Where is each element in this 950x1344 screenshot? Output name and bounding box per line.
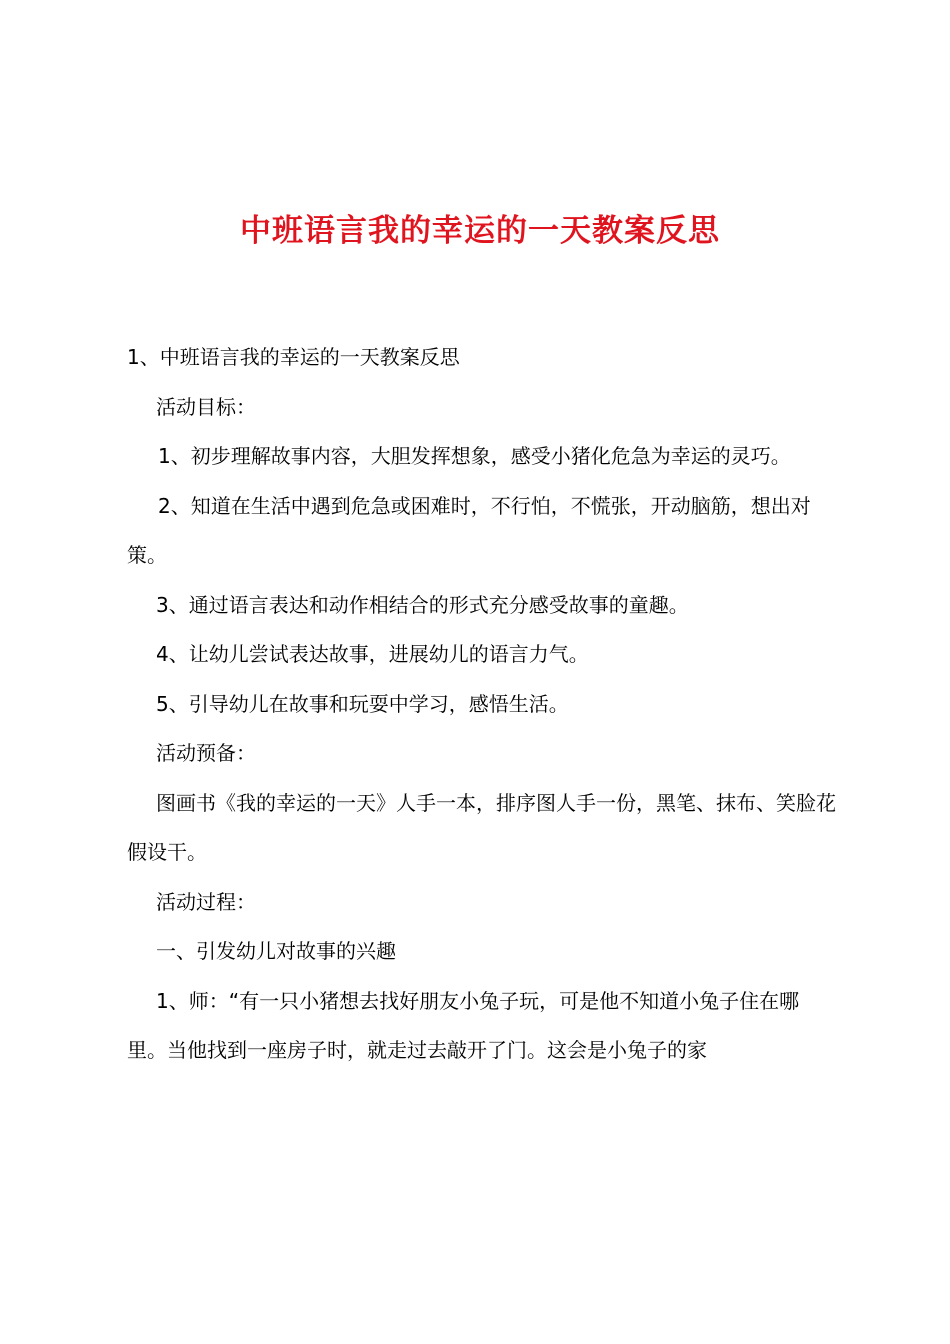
process-label: 活动过程： <box>156 889 256 914</box>
process-step-1-item: 1、师：“有一只小猪想去找好朋友小兔子玩，可是他不知道小兔子住在哪里。当他找到一座房子时，就走过去敲开了门。这会是小兔子的家 <box>127 988 800 1062</box>
document-title: 中班语言我的幸运的一天教案反思 <box>240 213 720 249</box>
prep-text: 图画书《我的幸运的一天》人手一本，排序图人手一份，黑笔、抹布、笑脸花假设干。 <box>127 790 836 864</box>
goal-item-2: 2、知道在生活中遇到危急或困难时，不行怕，不慌张，开动脑筋，想出对策。 <box>127 493 811 567</box>
goal-item-1: 1、初步理解故事内容，大胆发挥想象，感受小猪化危急为幸运的灵巧。 <box>158 444 791 468</box>
section-heading: 1、中班语言我的幸运的一天教案反思 <box>127 345 460 369</box>
goals-label: 活动目标： <box>156 394 256 419</box>
goal-item-3: 3、通过语言表达和动作相结合的形式充分感受故事的童趣。 <box>156 592 689 617</box>
goal-item-5: 5、引导幼儿在故事和玩耍中学习，感悟生活。 <box>156 691 569 716</box>
process-step-1: 一、引发幼儿对故事的兴趣 <box>156 939 396 963</box>
goal-item-4: 4、让幼儿尝试表达故事，进展幼儿的语言力气。 <box>156 642 589 666</box>
prep-label: 活动预备： <box>156 741 256 765</box>
document-body <box>127 333 837 1076</box>
